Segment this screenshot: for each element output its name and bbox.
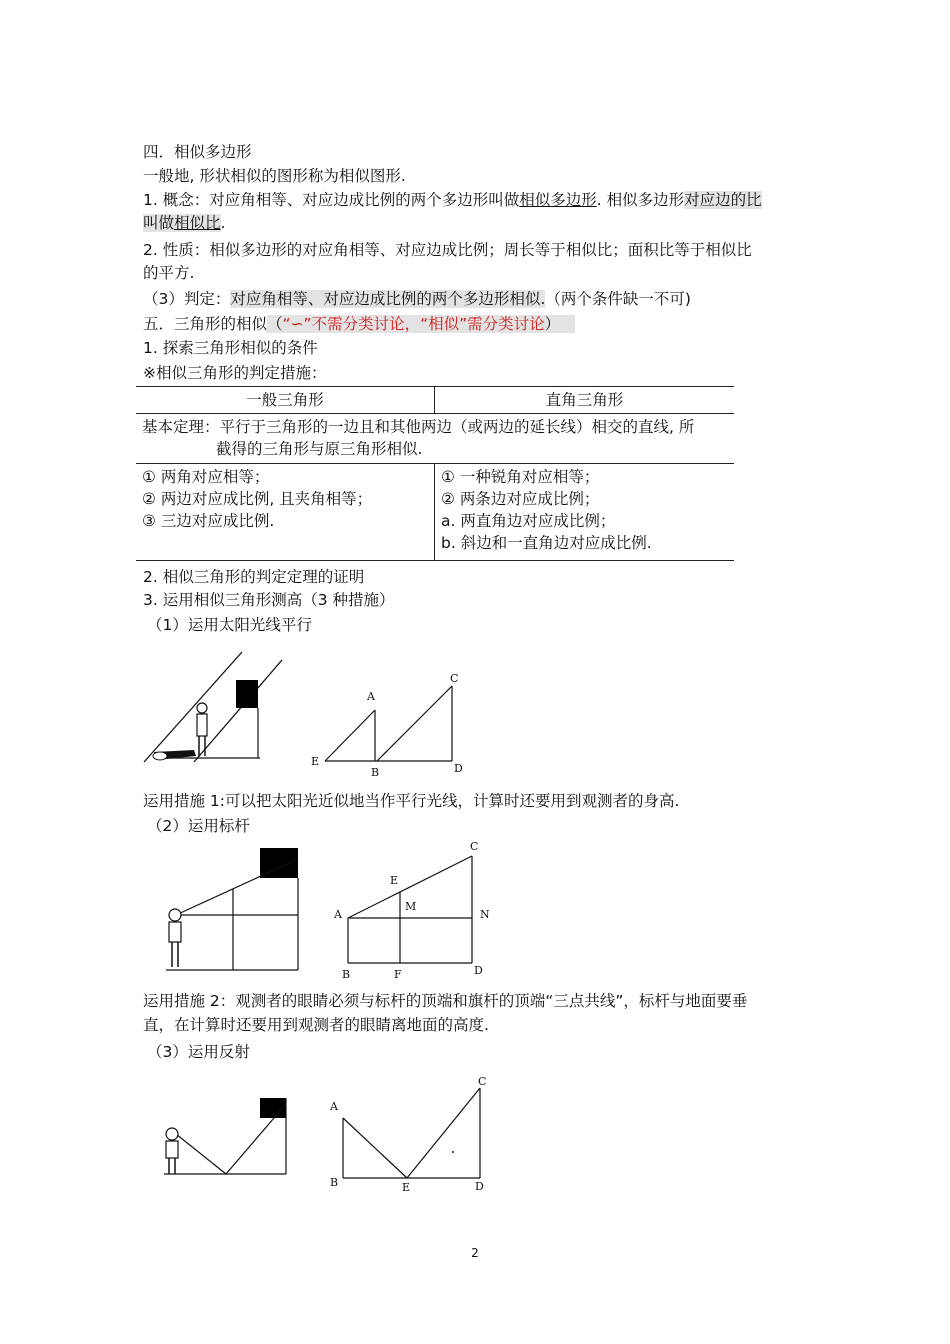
flag-box [236,680,258,708]
label-B: B [342,968,351,981]
label-D: D [475,1180,484,1193]
label-N: N [480,908,490,921]
method-2-description-2: 直，在计算时还要用到观测者的眼睛离地面的高度. [143,1016,489,1034]
mirror-illustration [158,1092,298,1182]
right-criterion: ② 两条边对应成比例； [441,490,600,508]
right-criterion: b. 斜边和一直角边对应成比例. [441,534,652,552]
property-line-2: 的平方. [143,264,195,282]
judgement-prefix: （3）判定： [143,290,231,308]
method-1-description: 运用措施 1:可以把太阳光近似地当作平行光线，计算时还要用到观测者的身高. [143,792,680,810]
concept-end: . [220,214,226,232]
sun-ray-illustration [140,648,290,768]
paren-open: （ [267,315,283,333]
method-2-description-1: 运用措施 2：观测者的眼睛必须与标杆的顶端和旗杆的顶端“三点共线”，标杆与地面要垂 [143,992,748,1010]
label-E: E [390,874,399,887]
concept-highlight-1: 对应边的比 [684,191,762,209]
item-3: 3. 运用相似三角形测高（3 种措施） [143,591,395,609]
judgement-highlight: 对应角相等、对应边成比例的两个多边形相似. [230,290,546,308]
label-F: F [394,968,402,981]
label-B: B [371,766,380,779]
label-A: A [334,908,342,921]
pole-diagram [330,838,500,983]
concept-line-1 [143,189,762,211]
criteria-title: ※相似三角形的判定措施： [143,364,327,382]
table-basic-row [136,414,734,464]
item-1: 1. 探索三角形相似的条件 [143,339,318,357]
label-C: C [478,1075,487,1088]
concept-highlight-2b: 相似比 [174,214,221,232]
concept-term: 相似多边形 [519,191,597,209]
incident-ray [176,1134,226,1174]
method-3-title: （3）运用反射 [147,1043,250,1061]
label-M: M [405,900,417,913]
header-general: 一般三角形 [136,387,435,414]
label-D: D [454,762,463,775]
reflected-ray [226,1104,286,1174]
concept-highlight-2a: 叫做 [143,214,175,232]
concept-mid: . 相似多边形 [596,191,685,209]
paren-close: ） [544,315,561,333]
person-body [197,714,207,736]
method-1-title: （1）运用太阳光线平行 [147,616,312,634]
method-2-title: （2）运用标杆 [147,817,250,835]
item-2: 2. 相似三角形的判定定理的证明 [143,568,365,586]
person-head [166,1128,178,1140]
property-line-1: 2. 性质：相似多边形的对应角相等、对应边成比例；周长等于相似比；面积比等于相似比 [143,241,752,259]
parallel-rays-diagram [305,668,475,780]
table-criteria-row [136,464,734,561]
right-criterion: ① 一种锐角对应相等； [441,468,600,486]
general-criterion: ① 两角对应相等； [142,468,270,486]
page-number: 2 [471,1246,479,1260]
general-criteria-cell [136,464,435,561]
pole-illustration [158,845,308,975]
right-criterion: a. 两直角边对应成比例； [441,512,616,530]
label-C: C [470,840,479,853]
label-D: D [474,964,483,977]
section-4-title: 四．相似多边形 [143,143,252,161]
label-E: E [402,1181,411,1194]
judgement-line [143,288,691,310]
sun-ray-2 [194,660,282,762]
label-B: B [330,1176,339,1189]
judgement-note: （两个条件缺一不可) [545,290,691,308]
section-5-title: 五．三角形的相似 [143,315,268,333]
concept-line-2 [143,212,225,234]
person-head [169,909,181,921]
label-E: E [311,755,320,768]
person-body [169,922,181,942]
mirror-diagram [325,1070,500,1200]
general-criterion: ② 两边对应成比例, 且夹角相等； [142,490,373,508]
label-A: A [367,690,375,703]
concept-prefix: 1. 概念：对应角相等、对应边成比例的两个多边形叫做 [143,191,520,209]
person-head [197,703,207,713]
header-right: 直角三角形 [435,387,735,414]
section-5-title-line [143,313,575,335]
red-note: “∽”不需分类讨论，“相似”需分类讨论 [282,315,545,333]
table-header-row [136,387,734,414]
sight-line [176,859,298,915]
basic-theorem-cell [136,414,734,464]
label-C: C [450,672,459,685]
general-criterion: ③ 三边对应成比例. [142,512,275,530]
label-A: A [330,1100,338,1113]
basic-theorem-line-2: 截得的三角形与原三角形相似. [216,440,423,458]
similar-figures-intro: 一般地, 形状相似的图形称为相似图形. [143,167,406,185]
section-5-note [267,315,575,333]
right-criteria-cell [435,464,735,561]
person-body [166,1141,178,1158]
criteria-table [136,386,734,561]
basic-theorem-line-1: 基本定理：平行于三角形的一边且和其他两边（或两边的延长线）相交的直线, 所 [142,418,695,436]
sun-ray-1 [144,652,242,762]
